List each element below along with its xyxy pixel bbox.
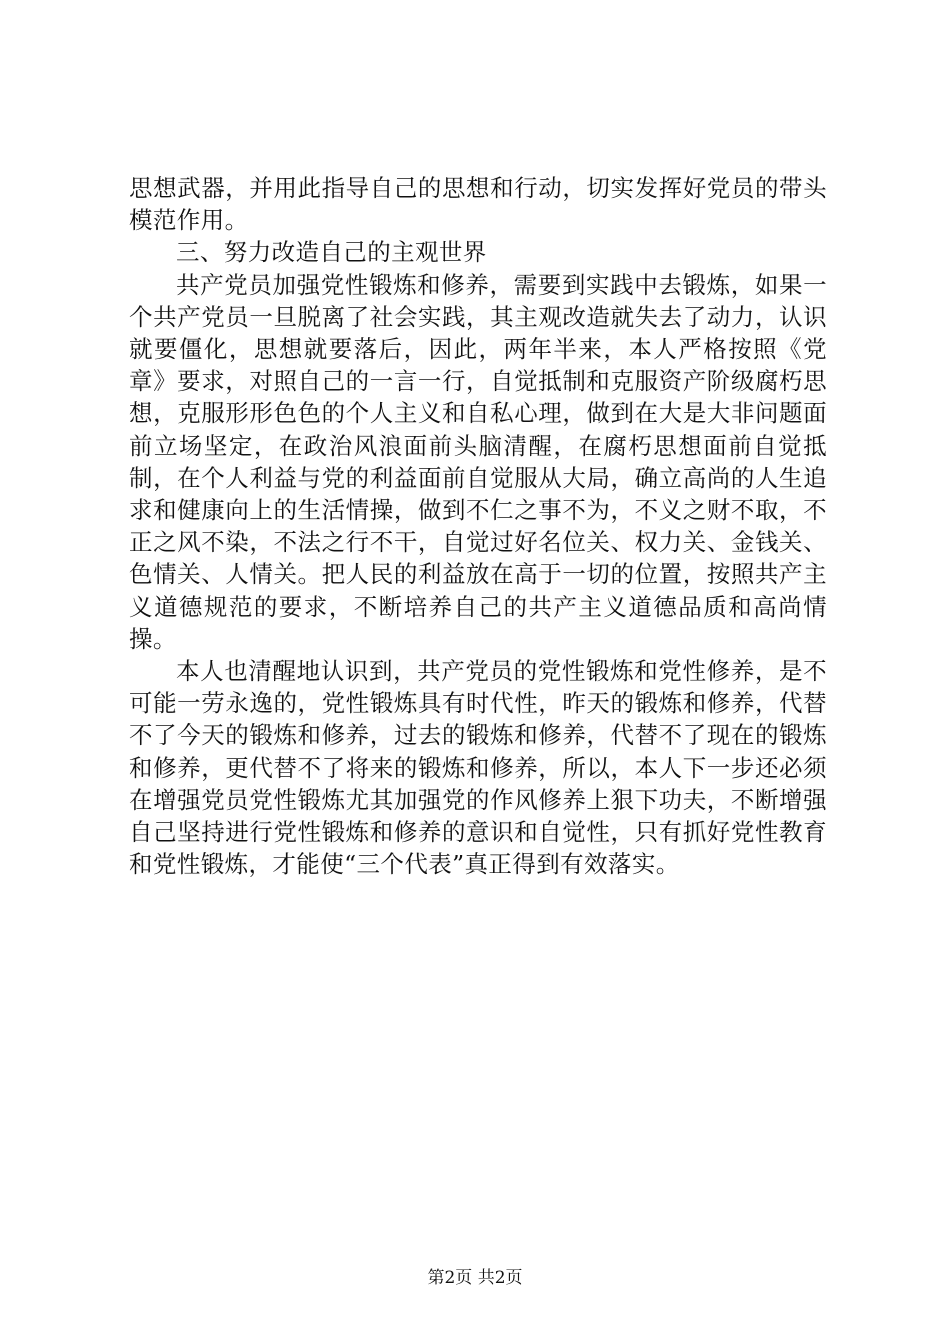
page-footer: 第2页 共2页: [427, 1268, 523, 1288]
paragraph: 本人也清醒地认识到，共产党员的党性锻炼和党性修养，是不可能一劳永逸的，党性锻炼具有时代性，昨天的锻炼和修养，代替不了今天的锻炼和修养，过去的锻炼和修养，代替不了现在的锻炼和修养，更代替不了将来的锻炼和修养，所以，本人下一步还必须在增强党员党性锻炼尤其加强党的作风修养上狠下功夫，不断增强自己坚持进行党性锻炼和修养的意识和自觉性，只有抓好党性教育和党性锻炼，才能使“三个代表”真正得到有效落实。: [129, 657, 827, 879]
paragraph-continuation: 思想武器，并用此指导自己的思想和行动，切实发挥好党员的带头模范作用。: [129, 174, 827, 235]
paragraph: 共产党员加强党性锻炼和修养，需要到实践中去锻炼，如果一个共产党员一旦脱离了社会实践，其主观改造就失去了动力，认识就要僵化，思想就要落后，因此，两年半来，本人严格按照《党章》要求，对照自己的一言一行，自觉抵制和克服资产阶级腐朽思想，克服形形色色的个人主义和自私心理，做到在大是大非问题面前立场坚定，在政治风浪面前头脑清醒，在腐朽思想面前自觉抵制，在个人利益与党的利益面前自觉服从大局，确立高尚的人生追求和健康向上的生活情操，做到不仁之事不为，不义之财不取，不正之风不染，不法之行不干，自觉过好名位关、权力关、金钱关、色情关、人情关。把人民的利益放在高于一切的位置，按照共产主义道德规范的要求，不断培养自己的共产主义道德品质和高尚情操。: [129, 270, 827, 653]
document-body: [129, 172, 827, 880]
section-heading: 三、努力改造自己的主观世界: [176, 238, 487, 267]
